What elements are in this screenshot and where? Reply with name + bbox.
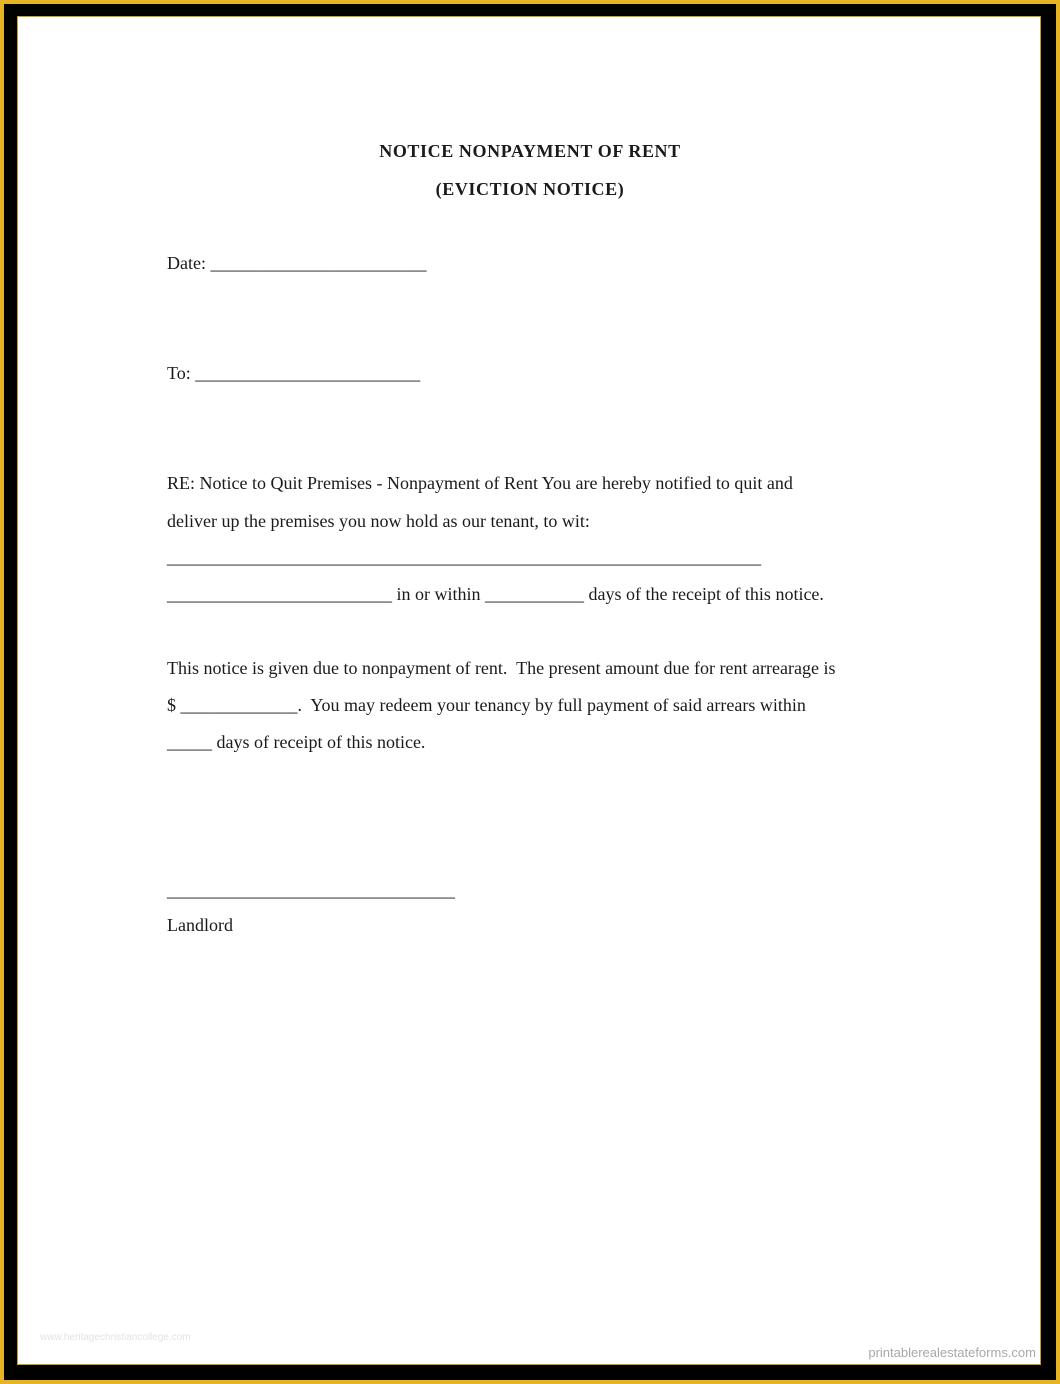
to-field-line: To: _________________________ xyxy=(167,363,421,383)
quit-deadline-line: _________________________ in or within ___________ days of the receipt of this notice. xyxy=(167,584,824,604)
re-paragraph-line-2: deliver up the premises you now hold as our tenant, to wit: xyxy=(167,511,590,531)
date-field-line: Date: ________________________ xyxy=(167,253,427,273)
document-page xyxy=(17,16,1041,1365)
document-subtitle: (EVICTION NOTICE) xyxy=(435,179,625,199)
premises-blank-line: __________________________________________________________________ xyxy=(167,547,761,567)
arrears-paragraph-line-2: $ _____________. You may redeem your tenancy by full payment of said arrears within xyxy=(167,695,806,715)
document-title: NOTICE NONPAYMENT OF RENT xyxy=(379,141,681,161)
arrears-paragraph-line-1: This notice is given due to nonpayment of rent. The present amount due for rent arrearage is xyxy=(167,658,836,678)
watermark-right: printablerealestateforms.com xyxy=(868,1345,1036,1360)
signature-label: Landlord xyxy=(167,915,233,935)
watermark-left: www.heritagechristiancollege.com xyxy=(40,1332,191,1343)
re-paragraph-line-1: RE: Notice to Quit Premises - Nonpayment of Rent You are hereby notified to quit and xyxy=(167,473,793,493)
arrears-paragraph-line-3: _____ days of receipt of this notice. xyxy=(167,732,426,752)
signature-line: ________________________________ xyxy=(167,880,455,900)
